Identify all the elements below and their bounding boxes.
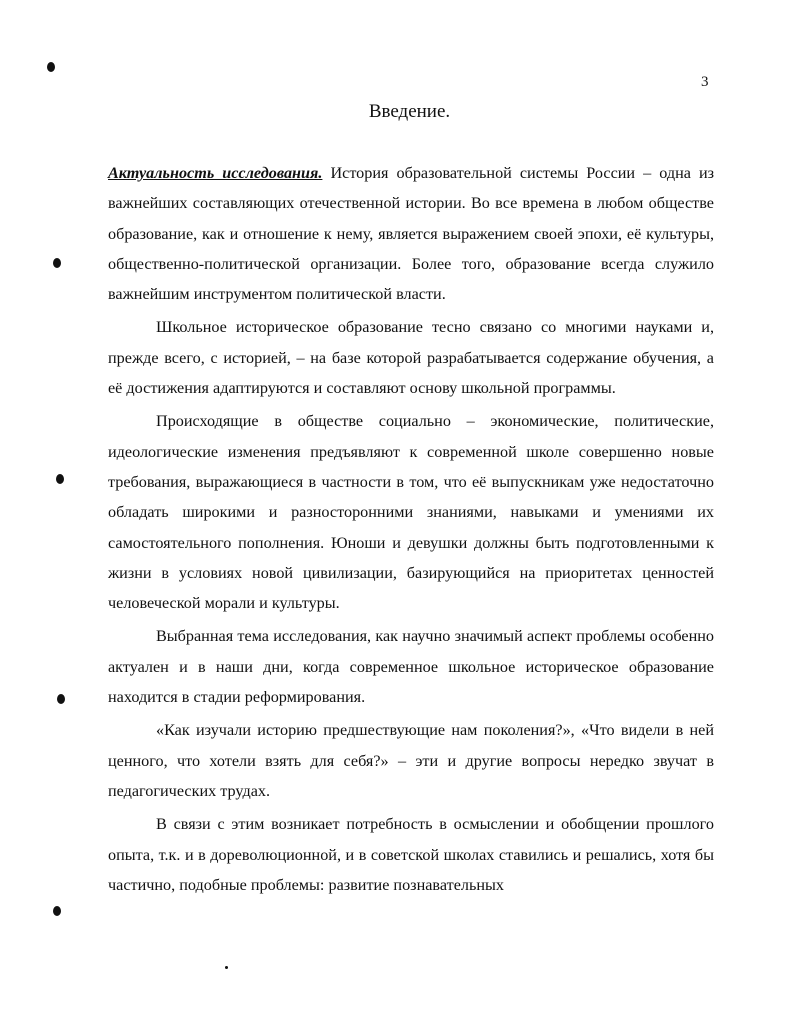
paragraph: В связи с этим возникает потребность в осмыслении и обобщении прошлого опыта, т.к. и в дореволюционной, и в советской школах ставились и решались, хотя бы частично, подобные проблемы: развитие познавательных — [108, 815, 714, 894]
paragraph-text: История образовательной системы России – одна из важнейших составляющих отечественной истории. Во все времена в любом обществе образование, как и отношение к нему, является выражением своей эпохи, её культуры, общественно-политической организации. Более того, образование всегда служило важнейшим инструментом политической власти. — [108, 164, 715, 304]
binding-hole-mark — [53, 906, 61, 916]
paragraph: Происходящие в обществе социально – экономические, политические, идеологические изменения предъявляют к современной школе совершенно новые требования, выражающиеся в частности в том, что её выпускникам уже недостаточно обладать широкими и разносторонними знаниями, навыками и умениями их самостоятельного пополнения. Юноши и девушки должны быть подготовленными к жизни в условиях новой цивилизации, базирующийся на приоритетах ценностей человеческой морали и культуры. — [108, 412, 714, 613]
binding-hole-mark — [56, 474, 64, 484]
page-title: Введение. — [368, 101, 451, 122]
page-number: 3 — [701, 74, 709, 90]
binding-hole-mark — [57, 694, 65, 704]
paragraph-lead-heading: Актуальность исследования. — [108, 164, 323, 182]
binding-hole-mark — [53, 258, 61, 268]
paragraph: Выбранная тема исследования, как научно значимый аспект проблемы особенно актуален и в наши дни, когда современное школьное историческое образование находится в стадии реформирования. — [108, 627, 714, 707]
scan-speck — [225, 966, 228, 969]
paragraph: «Как изучали историю предшествующие нам поколения?», «Что видели в ней ценного, что хотели взять для себя?» – эти и другие вопросы нередко звучат в педагогических трудах. — [108, 721, 714, 800]
paragraph-relevance — [108, 158, 714, 309]
body-text — [108, 158, 714, 900]
paragraph: Школьное историческое образование тесно связано со многими науками и, прежде всего, с историей, – на базе которой разрабатывается содержание обучения, а её достижения адаптируются и составляют основу школьной программы. — [108, 318, 714, 398]
binding-hole-mark — [47, 62, 55, 72]
